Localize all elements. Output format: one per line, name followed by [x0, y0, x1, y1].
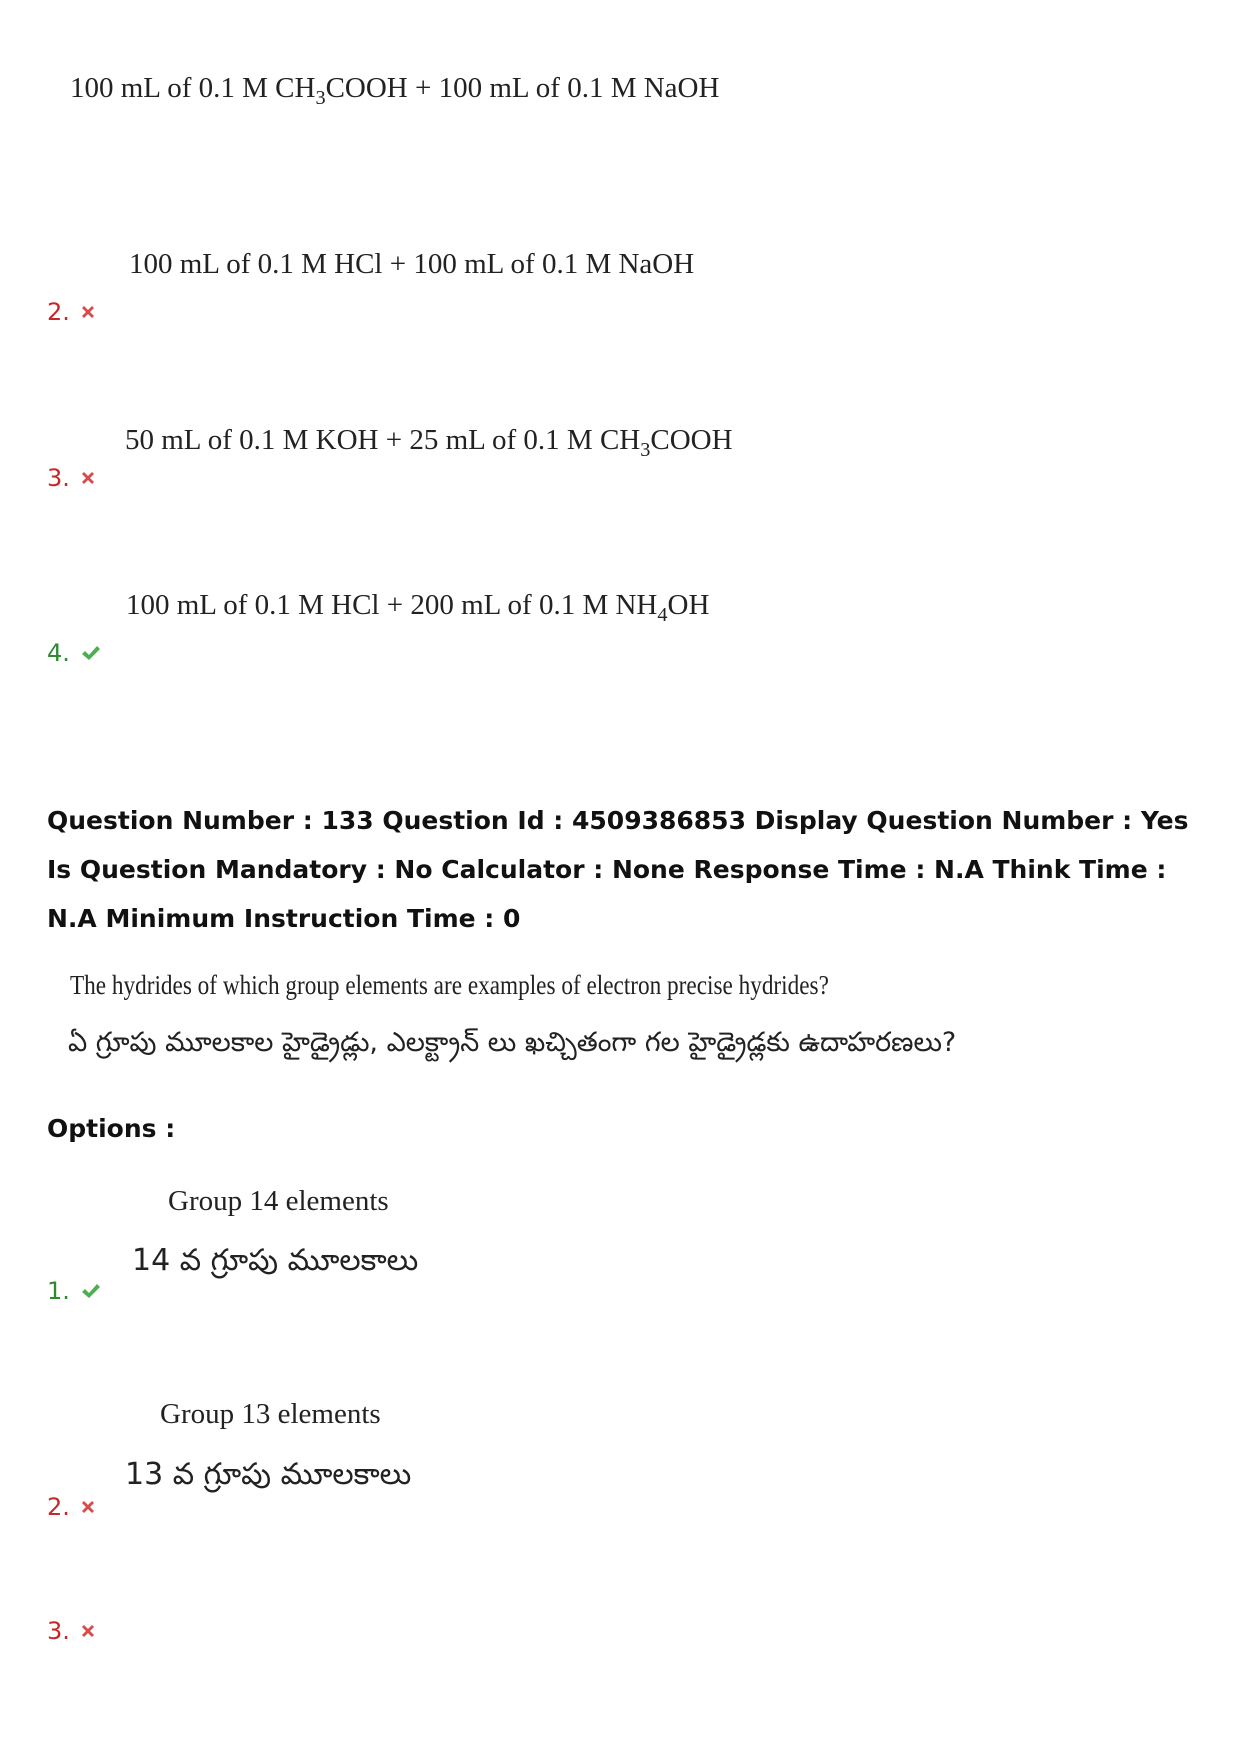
- option-text: 100 mL of 0.1 M HCl + 200 mL of 0.1 M $NH_4OH$: [126, 589, 710, 626]
- option-text: 50 mL of 0.1 M KOH + 25 mL of 0.1 M $CH_3COOH$: [125, 424, 733, 461]
- question-text-en: The hydrides of which group elements are examples of electron precise hydrides?: [70, 970, 829, 1000]
- option-text-te: 14 వ గ్రూపు మూలకాలు: [132, 1243, 419, 1278]
- option-number: 3.: [47, 1617, 98, 1645]
- option-text-en: Group 13 elements: [160, 1398, 381, 1430]
- option-number: 1.: [47, 1277, 102, 1305]
- cross-icon: [78, 468, 98, 488]
- option-number: 4.: [47, 639, 102, 667]
- check-icon: [78, 643, 102, 663]
- cross-icon: [78, 1497, 98, 1517]
- option-text-te: 13 వ గ్రూపు మూలకాలు: [125, 1457, 412, 1492]
- question-text-te: ఏ గ్రూపు మూలకాల హైడ్రైడ్లు, ఎలక్ట్రాన్ లు ఖచ్చితంగా గల హైడ్రైడ్లకు ఉదాహరణలు?: [68, 1027, 957, 1058]
- option-number: 3.: [47, 464, 98, 492]
- option-text-en: Group 14 elements: [168, 1185, 389, 1217]
- cross-icon: [78, 1621, 98, 1641]
- option-text: 100 mL of 0.1 M HCl + 100 mL of 0.1 M NaOH: [129, 248, 695, 280]
- option-number: 2.: [47, 1493, 98, 1521]
- check-icon: [78, 1281, 102, 1301]
- option-number: 2.: [47, 298, 98, 326]
- options-label: Options :: [47, 1114, 176, 1143]
- question-meta: Question Number : 133 Question Id : 4509386853 Display Question Number : Yes Is Question Mandatory : No Calculator : None Response Time : N.A Think Time : N.A Minimum Instruction Time : 0: [47, 806, 1189, 933]
- cross-icon: [78, 302, 98, 322]
- option-text-stub: 100 mL of 0.1 M $CH_3COOH + 100$ mL of 0.1 M NaOH: [70, 72, 720, 109]
